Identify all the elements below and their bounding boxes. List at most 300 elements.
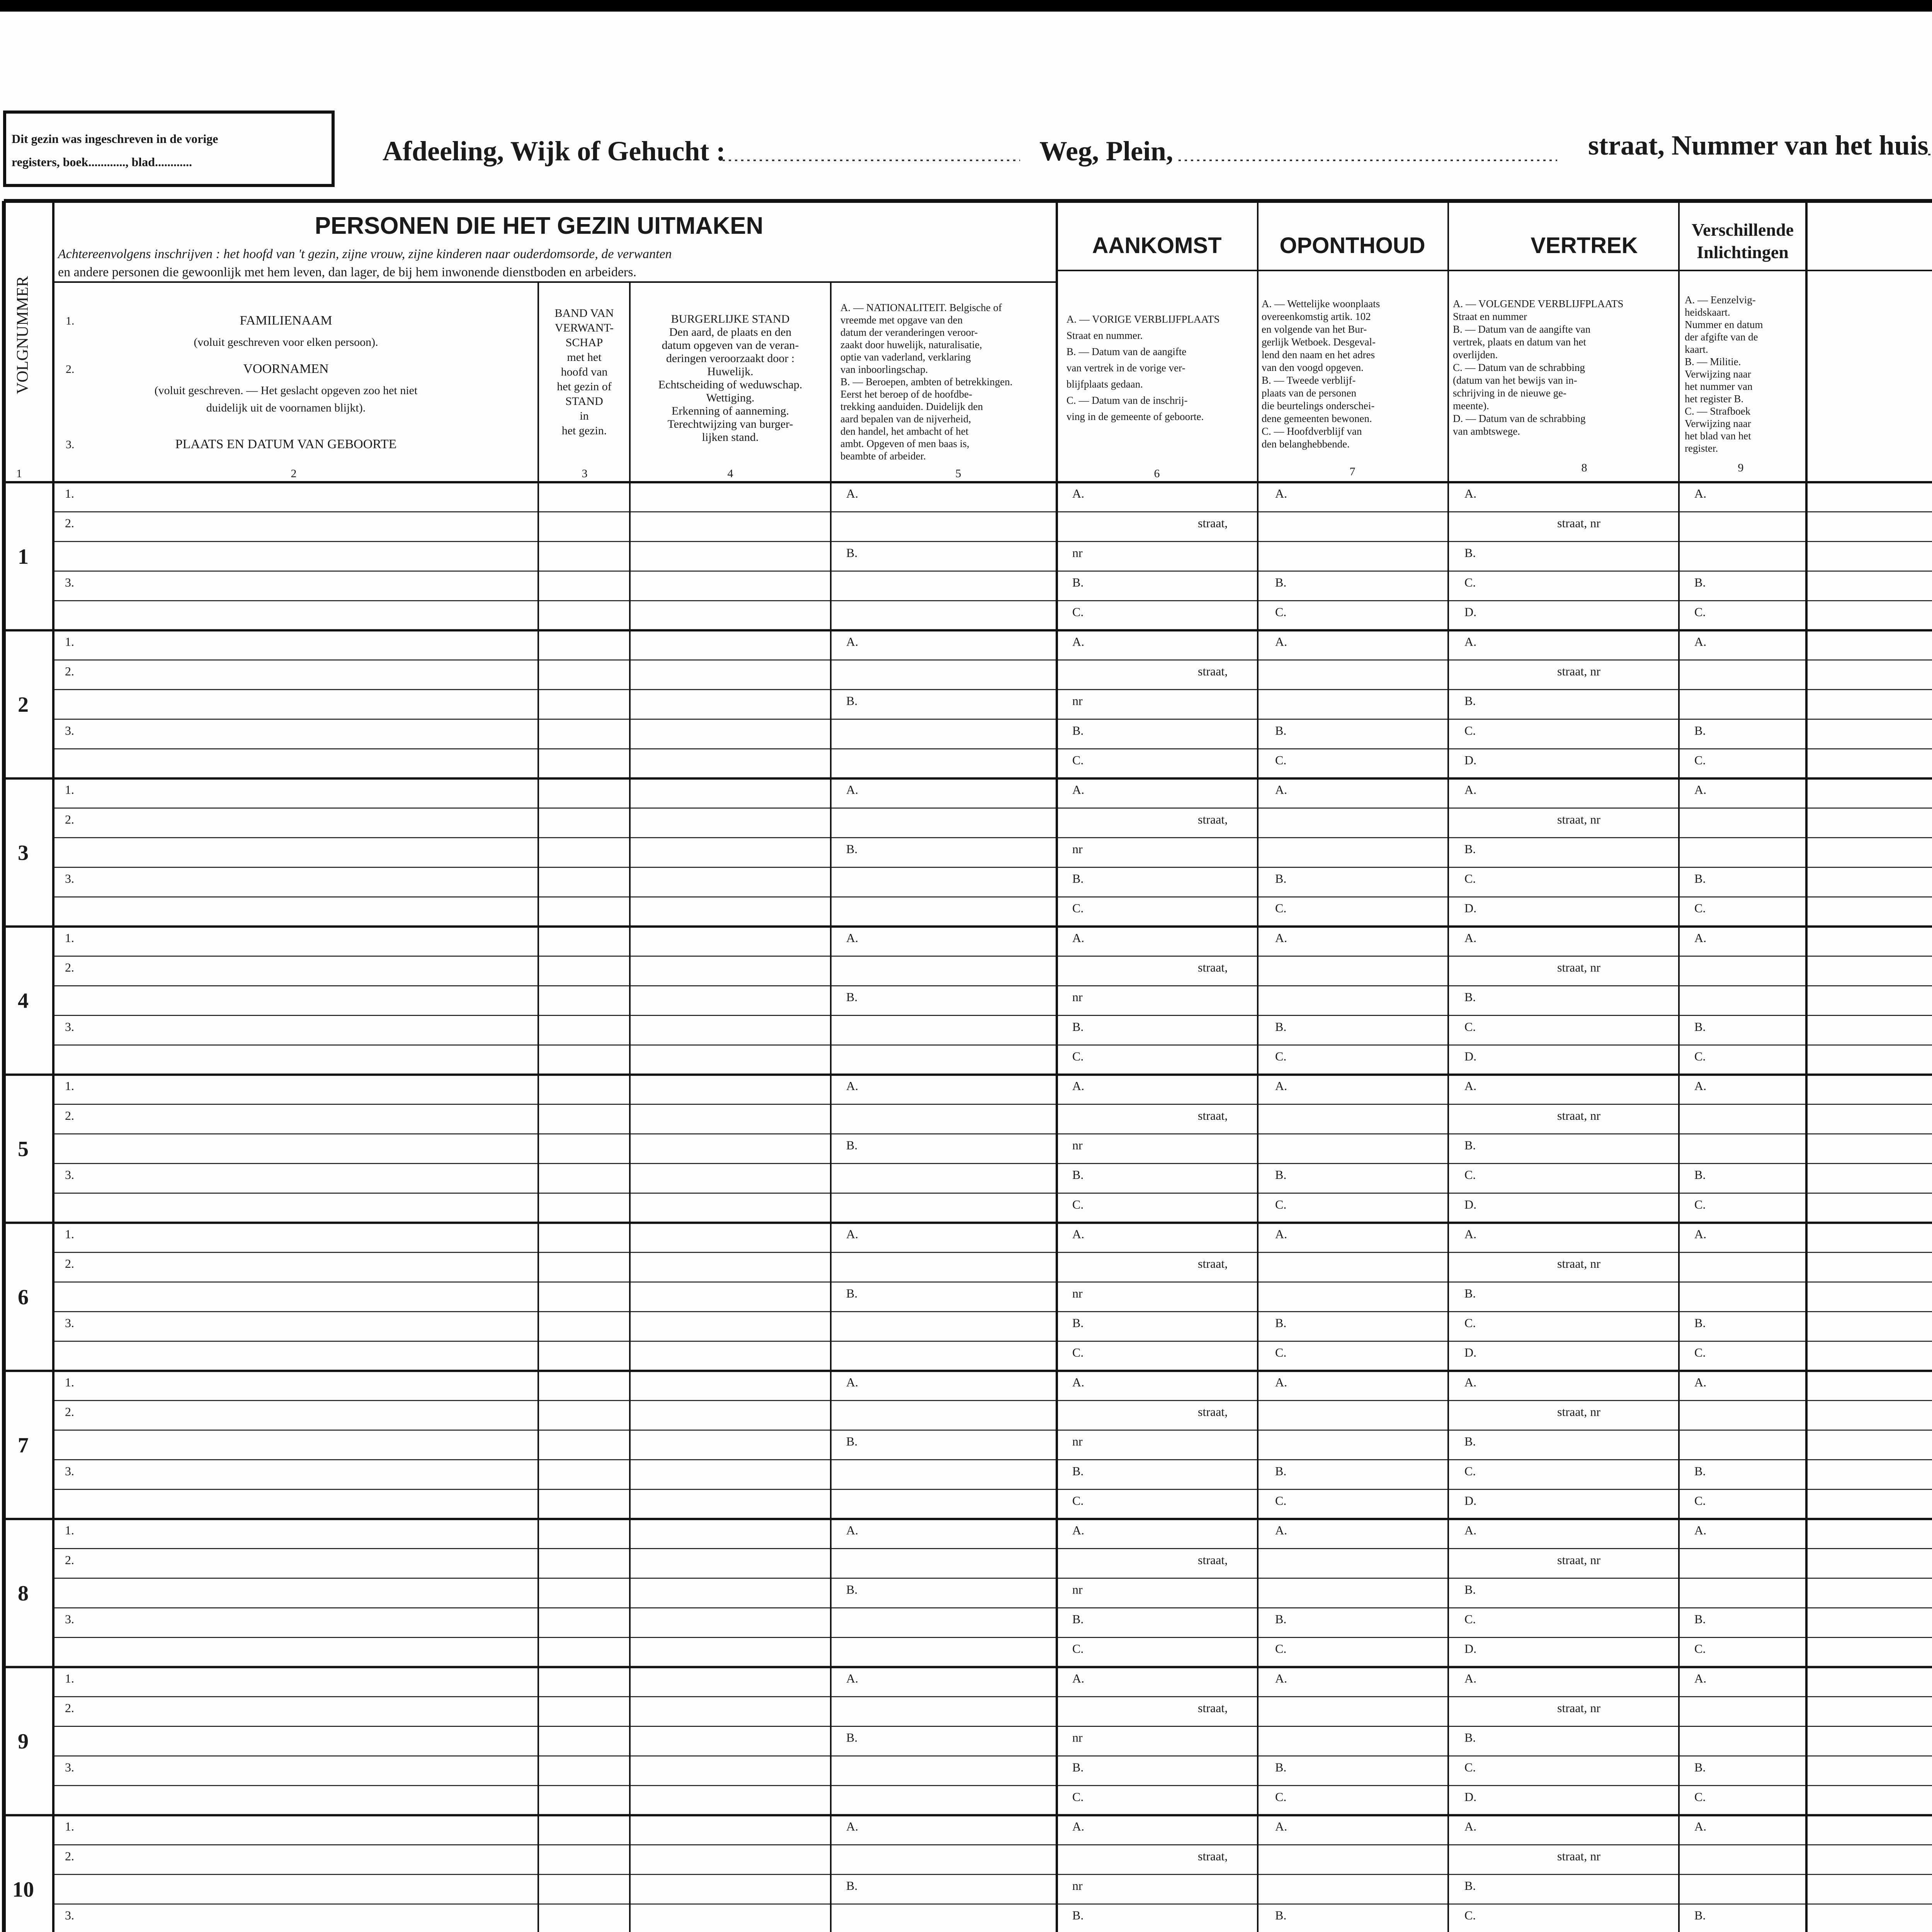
vertrek-b-label: B.: [1464, 990, 1476, 1004]
person-line-label-2: 2.: [65, 1405, 74, 1419]
oponthoud-a-label: A.: [1275, 1079, 1287, 1093]
person-line-label-1: 1.: [65, 634, 74, 649]
c5h-line: beambte of arbeider.: [840, 450, 926, 462]
family-number: 10: [12, 1878, 34, 1902]
aankomst-b-label: B.: [1072, 1612, 1084, 1626]
c4h-line: Echtscheiding of weduwschap.: [658, 378, 803, 391]
nationality-label: A.: [846, 1671, 859, 1685]
aankomst-c-label: C.: [1072, 1049, 1084, 1063]
vertrek-a-label: A.: [1464, 1819, 1477, 1833]
vertrek-c-label: C.: [1464, 1168, 1476, 1182]
svg-text:PLAATS EN DATUM VAN GEBOORTE: PLAATS EN DATUM VAN GEBOORTE: [175, 437, 397, 451]
vertrek-a-label: A.: [1464, 1671, 1477, 1685]
aankomst-c-label: C.: [1072, 753, 1084, 767]
nationality-label: A.: [846, 930, 859, 945]
person-line-label-2: 2.: [65, 516, 74, 530]
occupation-label: B.: [846, 1286, 858, 1300]
occupation-label: B.: [846, 694, 858, 708]
aankomst-nr-label: nr: [1072, 1730, 1083, 1745]
inlichtingen-b-label: B.: [1694, 1316, 1706, 1330]
afdeeling-label: Afdeeling, Wijk of Gehucht :: [383, 136, 726, 167]
person-line-label-1: 1.: [65, 486, 74, 500]
vertrek-a-label: A.: [1464, 1375, 1477, 1389]
oponthoud-c-label: C.: [1275, 1493, 1287, 1508]
c3h-line: met het: [567, 351, 602, 364]
occupation-label: B.: [846, 1138, 858, 1152]
aankomst-header: AANKOMST: [1092, 233, 1222, 258]
vertrek-b-label: B.: [1464, 1434, 1476, 1449]
person-line-label-1: 1.: [65, 930, 74, 945]
person-line-label-3: 3.: [65, 1168, 74, 1182]
col-num-9: 9: [1738, 461, 1744, 474]
aankomst-a-label: A.: [1072, 1079, 1085, 1093]
aankomst-a-label: A.: [1072, 1227, 1085, 1241]
vertrek-d-label: D.: [1464, 1345, 1477, 1360]
oponthoud-c-label: C.: [1275, 1197, 1287, 1211]
occupation-label: B.: [846, 1434, 858, 1449]
c4h-line: deringen veroorzaakt door :: [666, 352, 795, 365]
aankomst-c-label: C.: [1072, 1641, 1084, 1656]
col-num-6: 6: [1154, 467, 1160, 480]
aankomst-straat-label: straat,: [1198, 960, 1228, 975]
c8h-line: meente).: [1453, 400, 1489, 412]
col-6-header: [1066, 313, 1220, 422]
person-line-label-3: 3.: [65, 1464, 74, 1478]
vertrek-straat-label: straat, nr: [1557, 1701, 1600, 1715]
person-line-label-3: 3.: [65, 723, 74, 738]
aankomst-nr-label: nr: [1072, 842, 1083, 856]
vertrek-straat-label: straat, nr: [1557, 516, 1600, 530]
vertrek-straat-label: straat, nr: [1557, 960, 1600, 975]
person-line-label-2: 2.: [65, 1553, 74, 1567]
family-number: 3: [18, 841, 29, 865]
vertrek-c-label: C.: [1464, 871, 1476, 886]
inlichtingen-c-label: C.: [1694, 605, 1706, 619]
c9h-line: heidskaart.: [1685, 306, 1730, 318]
aankomst-c-label: C.: [1072, 1493, 1084, 1508]
aankomst-b-label: B.: [1072, 1019, 1084, 1034]
col-3-header: [554, 307, 614, 437]
vertrek-header: VERTREK: [1531, 233, 1638, 258]
oponthoud-header: OPONTHOUD: [1279, 233, 1425, 258]
verschillende-header-2: Inlichtingen: [1697, 242, 1789, 262]
person-line-label-3: 3.: [65, 1316, 74, 1330]
c3h-line: SCHAP: [565, 336, 603, 349]
c5h-line: den handel, het ambacht of het: [840, 425, 969, 437]
aankomst-b-label: B.: [1072, 1464, 1084, 1478]
aankomst-b-label: B.: [1072, 1168, 1084, 1182]
col-num-5: 5: [955, 467, 961, 480]
person-line-label-2: 2.: [65, 1108, 74, 1122]
weg-plein-label: Weg, Plein,: [1039, 136, 1173, 167]
c7h-line: die beurtelings onderschei-: [1262, 400, 1375, 412]
occupation-label: B.: [846, 546, 858, 560]
aankomst-a-label: A.: [1072, 634, 1085, 649]
col-9-header: [1685, 294, 1763, 454]
inlichtingen-a-label: A.: [1694, 1523, 1707, 1537]
svg-text:1.: 1.: [66, 315, 75, 327]
inlichtingen-b-label: B.: [1694, 1908, 1706, 1922]
vertrek-c-label: C.: [1464, 723, 1476, 738]
c9h-line: Nummer en datum: [1685, 319, 1763, 330]
aankomst-a-label: A.: [1072, 782, 1085, 797]
c5h-line: aard bepalen van de nijverheid,: [840, 413, 971, 425]
vertrek-a-label: A.: [1464, 634, 1477, 649]
c6h-line: blijfplaats gedaan.: [1066, 378, 1143, 390]
c5h-line: ambt. Opgeven of men baas is,: [840, 438, 969, 449]
aankomst-a-label: A.: [1072, 930, 1085, 945]
aankomst-straat-label: straat,: [1198, 812, 1228, 827]
c9h-line: Verwijzing naar: [1685, 418, 1751, 429]
col-5-header: [840, 302, 1012, 462]
vertrek-a-label: A.: [1464, 782, 1477, 797]
c4h-line: datum opgeven van de veran-: [662, 339, 799, 352]
c8h-line: vertrek, plaats en datum van het: [1453, 336, 1586, 348]
vertrek-b-label: B.: [1464, 1582, 1476, 1597]
c5h-line: datum der veranderingen veroor-: [840, 327, 978, 338]
person-line-label-1: 1.: [65, 1819, 74, 1833]
vertrek-c-label: C.: [1464, 1464, 1476, 1478]
oponthoud-a-label: A.: [1275, 1227, 1287, 1241]
person-line-label-1: 1.: [65, 1227, 74, 1241]
inlichtingen-a-label: A.: [1694, 930, 1707, 945]
vertrek-straat-label: straat, nr: [1557, 1108, 1600, 1122]
oponthoud-a-label: A.: [1275, 1671, 1287, 1685]
col-7-header: [1262, 298, 1380, 450]
c9h-line: register.: [1685, 442, 1718, 454]
aankomst-a-label: A.: [1072, 486, 1085, 500]
c9h-line: C. — Strafboek: [1685, 405, 1751, 417]
aankomst-nr-label: nr: [1072, 1879, 1083, 1893]
c8h-line: schrijving in de nieuwe ge-: [1453, 387, 1566, 399]
aankomst-nr-label: nr: [1072, 1434, 1083, 1449]
c4h-line: Wettiging.: [706, 391, 755, 404]
inlichtingen-c-label: C.: [1694, 753, 1706, 767]
oponthoud-b-label: B.: [1275, 575, 1287, 589]
vertrek-b-label: B.: [1464, 546, 1476, 560]
col-num-8: 8: [1581, 461, 1587, 474]
aankomst-c-label: C.: [1072, 1197, 1084, 1211]
inlichtingen-c-label: C.: [1694, 1049, 1706, 1063]
svg-text:VOORNAMEN: VOORNAMEN: [243, 362, 329, 376]
oponthoud-b-label: B.: [1275, 723, 1287, 738]
family-number: 9: [18, 1730, 29, 1754]
c6h-line: Straat en nummer.: [1066, 330, 1143, 341]
person-line-label-3: 3.: [65, 1612, 74, 1626]
prior-register-box: [5, 112, 333, 185]
svg-text:(voluit geschreven. — Het gesl: (voluit geschreven. — Het geslacht opgeven zoo het niet: [154, 384, 418, 397]
oponthoud-b-label: B.: [1275, 1908, 1287, 1922]
oponthoud-c-label: C.: [1275, 1790, 1287, 1804]
col-8-header: [1453, 298, 1624, 437]
aankomst-straat-label: straat,: [1198, 1108, 1228, 1122]
c3h-line: hoofd van: [561, 366, 608, 378]
inlichtingen-b-label: B.: [1694, 871, 1706, 886]
c7h-line: B. — Tweede verblijf-: [1262, 374, 1356, 386]
c5h-line: Eerst het beroep of de hoofdbe-: [840, 388, 973, 400]
aankomst-b-label: B.: [1072, 1760, 1084, 1774]
oponthoud-a-label: A.: [1275, 1523, 1287, 1537]
person-line-label-3: 3.: [65, 575, 74, 589]
occupation-label: B.: [846, 1730, 858, 1745]
person-line-label-2: 2.: [65, 960, 74, 975]
aankomst-straat-label: straat,: [1198, 1405, 1228, 1419]
oponthoud-a-label: A.: [1275, 634, 1287, 649]
oponthoud-a-label: A.: [1275, 782, 1287, 797]
c4h-line: Huwelijk.: [707, 365, 753, 378]
vertrek-c-label: C.: [1464, 1019, 1476, 1034]
col-num-3: 3: [582, 467, 588, 480]
person-line-label-3: 3.: [65, 871, 74, 886]
family-number: 8: [18, 1581, 29, 1605]
c4h-line: Den aard, de plaats en den: [669, 326, 792, 338]
c4h-line: Erkenning of aanneming.: [671, 405, 789, 417]
c7h-line: dene gemeenten bewonen.: [1262, 413, 1372, 424]
vertrek-d-label: D.: [1464, 1641, 1477, 1656]
svg-text:2: 2: [291, 467, 297, 480]
aankomst-a-label: A.: [1072, 1375, 1085, 1389]
vertrek-straat-label: straat, nr: [1557, 664, 1600, 678]
c3h-line: VERWANT-: [554, 321, 614, 334]
family-number: 4: [18, 989, 29, 1013]
c8h-line: D. — Datum van de schrabbing: [1453, 413, 1586, 424]
nationality-label: A.: [846, 1523, 859, 1537]
oponthoud-b-label: B.: [1275, 1760, 1287, 1774]
svg-text:2.: 2.: [66, 363, 75, 376]
c5h-line: zaakt door huwelijk, naturalisatie,: [840, 339, 982, 350]
inlichtingen-b-label: B.: [1694, 1019, 1706, 1034]
vertrek-a-label: A.: [1464, 1523, 1477, 1537]
oponthoud-b-label: B.: [1275, 1464, 1287, 1478]
inlichtingen-c-label: C.: [1694, 901, 1706, 915]
oponthoud-b-label: B.: [1275, 1168, 1287, 1182]
oponthoud-c-label: C.: [1275, 1049, 1287, 1063]
c9h-line: het nummer van: [1685, 381, 1753, 392]
vertrek-straat-label: straat, nr: [1557, 812, 1600, 827]
main-grid: [4, 201, 1932, 1932]
c9h-line: B. — Militie.: [1685, 356, 1741, 367]
inlichtingen-b-label: B.: [1694, 723, 1706, 738]
personen-title: PERSONEN DIE HET GEZIN UITMAKEN: [315, 213, 764, 239]
oponthoud-a-label: A.: [1275, 486, 1287, 500]
person-line-label-2: 2.: [65, 1257, 74, 1271]
col-2-header: [66, 313, 418, 480]
vertrek-straat-label: straat, nr: [1557, 1553, 1600, 1567]
c3h-line: BAND VAN: [554, 307, 614, 320]
aankomst-straat-label: straat,: [1198, 516, 1228, 530]
oponthoud-b-label: B.: [1275, 1019, 1287, 1034]
col-num-4: 4: [727, 467, 733, 480]
person-line-label-2: 2.: [65, 1849, 74, 1863]
aankomst-b-label: B.: [1072, 1908, 1084, 1922]
oponthoud-c-label: C.: [1275, 1641, 1287, 1656]
c3h-line: het gezin.: [561, 424, 607, 437]
oponthoud-c-label: C.: [1275, 901, 1287, 915]
oponthoud-c-label: C.: [1275, 1345, 1287, 1360]
vertrek-c-label: C.: [1464, 1908, 1476, 1922]
c3h-line: in: [580, 410, 589, 422]
inlichtingen-a-label: A.: [1694, 634, 1707, 649]
inlichtingen-a-label: A.: [1694, 1819, 1707, 1833]
oponthoud-b-label: B.: [1275, 1316, 1287, 1330]
col-num-7: 7: [1349, 465, 1355, 478]
aankomst-b-label: B.: [1072, 575, 1084, 589]
oponthoud-a-label: A.: [1275, 1819, 1287, 1833]
inlichtingen-a-label: A.: [1694, 1375, 1707, 1389]
col-4-header: [658, 313, 802, 444]
c6h-line: van vertrek in de vorige ver-: [1066, 362, 1185, 374]
family-number: 1: [18, 544, 29, 569]
aankomst-nr-label: nr: [1072, 1582, 1083, 1597]
c9h-line: het blad van het: [1685, 430, 1751, 442]
c8h-line: van ambtswege.: [1453, 425, 1520, 437]
aankomst-straat-label: straat,: [1198, 1849, 1228, 1863]
aankomst-nr-label: nr: [1072, 694, 1083, 708]
c7h-line: A. — Wettelijke woonplaats: [1262, 298, 1380, 310]
person-line-label-1: 1.: [65, 1079, 74, 1093]
vertrek-d-label: D.: [1464, 1197, 1477, 1211]
c5h-line: A. — NATIONALITEIT. Belgische of: [840, 302, 1002, 313]
oponthoud-a-label: A.: [1275, 930, 1287, 945]
occupation-label: B.: [846, 1879, 858, 1893]
c9h-line: het register B.: [1685, 393, 1744, 405]
c5h-line: trekking aanduiden. Duidelijk den: [840, 401, 983, 412]
c8h-line: overlijden.: [1453, 349, 1498, 361]
row-labels: [12, 486, 1706, 1932]
person-line-label-1: 1.: [65, 1671, 74, 1685]
family-number: 7: [18, 1433, 29, 1458]
nationality-label: A.: [846, 1079, 859, 1093]
vertrek-c-label: C.: [1464, 1760, 1476, 1774]
c6h-line: B. — Datum van de aangifte: [1066, 346, 1187, 357]
nationality-label: A.: [846, 486, 859, 500]
c6h-line: A. — VORIGE VERBLIJFPLAATS: [1066, 313, 1220, 325]
occupation-label: B.: [846, 842, 858, 856]
vertrek-straat-label: straat, nr: [1557, 1257, 1600, 1271]
vertrek-d-label: D.: [1464, 1790, 1477, 1804]
inlichtingen-b-label: B.: [1694, 1464, 1706, 1478]
aankomst-a-label: A.: [1072, 1523, 1085, 1537]
vertrek-a-label: A.: [1464, 1227, 1477, 1241]
vertrek-d-label: D.: [1464, 1049, 1477, 1063]
aankomst-nr-label: nr: [1072, 990, 1083, 1004]
prior-register-note-2: registers, boek............, blad............: [12, 155, 192, 169]
person-line-label-2: 2.: [65, 1701, 74, 1715]
inlichtingen-a-label: A.: [1694, 1671, 1707, 1685]
svg-text:(voluit geschreven voor elken: (voluit geschreven voor elken persoon).: [194, 336, 378, 349]
nationality-label: A.: [846, 1227, 859, 1241]
vertrek-a-label: A.: [1464, 1079, 1477, 1093]
c4h-line: BURGERLIJKE STAND: [671, 313, 790, 325]
inlichtingen-c-label: C.: [1694, 1641, 1706, 1656]
c7h-line: overeenkomstig artik. 102: [1262, 311, 1371, 322]
c5h-line: van inboorlingschap.: [840, 364, 928, 375]
c7h-line: plaats van de personen: [1262, 387, 1357, 399]
prior-register-note-1: Dit gezin was ingeschreven in de vorige: [12, 132, 218, 146]
straat-nummer-label: straat, Nummer van het huis: [1588, 130, 1929, 161]
nationality-label: A.: [846, 634, 859, 649]
aankomst-straat-label: straat,: [1198, 1257, 1228, 1271]
inlichtingen-a-label: A.: [1694, 782, 1707, 797]
inlichtingen-c-label: C.: [1694, 1345, 1706, 1360]
c5h-line: vreemde met opgave van den: [840, 314, 963, 326]
aankomst-nr-label: nr: [1072, 546, 1083, 560]
vertrek-b-label: B.: [1464, 1138, 1476, 1152]
family-number: 2: [18, 693, 29, 717]
vertrek-d-label: D.: [1464, 1493, 1477, 1508]
vertrek-c-label: C.: [1464, 1612, 1476, 1626]
vertrek-c-label: C.: [1464, 1316, 1476, 1330]
c7h-line: C. — Hoofdverblijf van: [1262, 425, 1362, 437]
aankomst-a-label: A.: [1072, 1819, 1085, 1833]
vertrek-a-label: A.: [1464, 486, 1477, 500]
verschillende-header-1: Verschillende: [1691, 220, 1794, 240]
person-line-label-3: 3.: [65, 1908, 74, 1922]
person-line-label-1: 1.: [65, 1375, 74, 1389]
aankomst-straat-label: straat,: [1198, 664, 1228, 678]
occupation-label: B.: [846, 990, 858, 1004]
oponthoud-c-label: C.: [1275, 605, 1287, 619]
c9h-line: der afgifte van de: [1685, 331, 1758, 343]
inlichtingen-b-label: B.: [1694, 575, 1706, 589]
vertrek-d-label: D.: [1464, 605, 1477, 619]
vertrek-b-label: B.: [1464, 694, 1476, 708]
vertrek-b-label: B.: [1464, 1286, 1476, 1300]
c8h-line: (datum van het bewijs van in-: [1453, 374, 1577, 386]
c5h-line: optie van vaderland, verklaring: [840, 351, 971, 363]
inlichtingen-a-label: A.: [1694, 486, 1707, 500]
oponthoud-b-label: B.: [1275, 1612, 1287, 1626]
oponthoud-b-label: B.: [1275, 871, 1287, 886]
inlichtingen-a-label: A.: [1694, 1227, 1707, 1241]
vertrek-d-label: D.: [1464, 901, 1477, 915]
inlichtingen-c-label: C.: [1694, 1197, 1706, 1211]
aankomst-b-label: B.: [1072, 723, 1084, 738]
personen-instruction-2: en andere personen die gewoonlijk met hem leven, dan lager, de bij hem inwonende dienstboden en arbeiders.: [58, 265, 636, 279]
person-line-label-1: 1.: [65, 782, 74, 797]
c3h-line: STAND: [565, 395, 603, 408]
person-line-label-2: 2.: [65, 664, 74, 678]
c4h-line: Terechtwijzing van burger-: [667, 418, 793, 430]
c8h-line: C. — Datum van de schrabbing: [1453, 362, 1585, 373]
vertrek-a-label: A.: [1464, 930, 1477, 945]
family-number: 6: [18, 1285, 29, 1310]
vertrek-b-label: B.: [1464, 842, 1476, 856]
c3h-line: het gezin of: [557, 380, 612, 393]
aankomst-straat-label: straat,: [1198, 1553, 1228, 1567]
occupation-label: B.: [846, 1582, 858, 1597]
vertrek-d-label: D.: [1464, 753, 1477, 767]
col-volgnummer-header: VOLGNUMMER: [14, 276, 32, 394]
c7h-line: gerlijk Wetboek. Desgeval-: [1262, 336, 1376, 348]
inlichtingen-b-label: B.: [1694, 1760, 1706, 1774]
svg-text:3.: 3.: [66, 438, 75, 451]
c6h-line: C. — Datum van de inschrij-: [1066, 395, 1188, 406]
c8h-line: B. — Datum van de aangifte van: [1453, 323, 1591, 335]
oponthoud-c-label: C.: [1275, 753, 1287, 767]
c8h-line: A. — VOLGENDE VERBLIJFPLAATS: [1453, 298, 1624, 310]
inlichtingen-b-label: B.: [1694, 1612, 1706, 1626]
aankomst-c-label: C.: [1072, 901, 1084, 915]
c7h-line: den belanghebbende.: [1262, 438, 1350, 450]
svg-text:FAMILIENAAM: FAMILIENAAM: [240, 313, 332, 328]
vertrek-c-label: C.: [1464, 575, 1476, 589]
family-number: 5: [18, 1137, 29, 1162]
c9h-line: A. — Eenzelvig-: [1685, 294, 1756, 306]
c4h-line: lijken stand.: [702, 431, 759, 444]
personen-instruction-1: Achtereenvolgens inschrijven : het hoofd van 't gezin, zijne vrouw, zijne kinderen naar ouderdomsorde, de verwanten: [58, 247, 672, 261]
vertrek-straat-label: straat, nr: [1557, 1849, 1600, 1863]
